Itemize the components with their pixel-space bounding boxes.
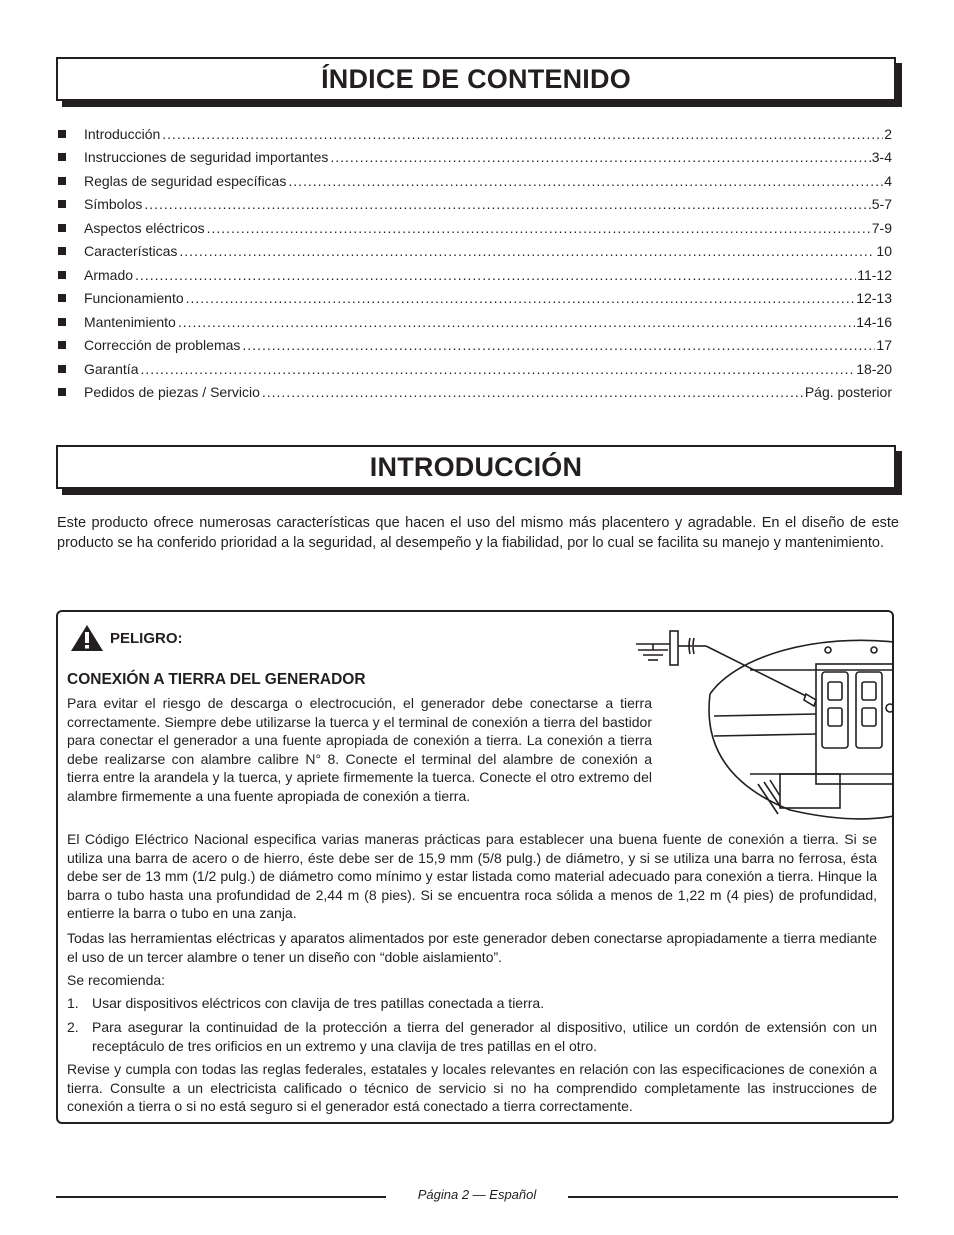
grounding-terminal-illustration: [630, 624, 894, 824]
toc-item-title: Funcionamiento: [84, 290, 184, 307]
toc-item-page: 18-20: [856, 360, 892, 377]
toc-item-page: 12-13: [856, 290, 892, 307]
danger-box: [56, 610, 894, 1124]
toc-row: [58, 287, 892, 311]
table-of-contents: [58, 122, 892, 404]
bullet-icon: [58, 153, 66, 161]
toc-item-page: 7-9: [871, 219, 892, 236]
toc-item-title: Reglas de seguridad específicas: [84, 172, 287, 189]
toc-dot-leader: [162, 126, 883, 142]
toc-row: [58, 381, 892, 405]
grounding-paragraph-4: Se recomienda:: [67, 972, 166, 988]
toc-item-page: 10: [876, 243, 892, 260]
list-item: [67, 1018, 877, 1055]
toc-item-title: Pedidos de piezas / Servicio: [84, 384, 260, 401]
toc-item-page: 14-16: [856, 313, 892, 330]
toc-row: [58, 310, 892, 334]
bullet-icon: [58, 341, 66, 349]
toc-dot-leader: [144, 196, 870, 212]
danger-label: [70, 624, 183, 652]
grounding-paragraph-2: El Código Eléctrico Nacional especifica varias maneras prácticas para establecer una buena fuente de conexión a tierra. Si se utiliza una barra de acero o de hierro, éste debe ser de 15,9 mm (5/8 pulg.) de diámetro, y si se utiliza una barra no ferrosa, ésta debe ser de 13 mm (1/2 pulg.) de diámetro como mínimo y estar listada como material adecuado para conexión a tierra. Hinque la barra o tubo hasta una profundidad de 2,44 m (8 pies). Si se encuentra roca sólida a menos de 1,22 m (4 pies) de profundidad, entierre la barra o tubo en una zanja.: [67, 831, 877, 922]
footer-page-label: Página 2 — Español: [417, 1187, 537, 1202]
bullet-icon: [58, 388, 66, 396]
toc-row: [58, 357, 892, 381]
grounding-subheading: CONEXIÓN A TIERRA DEL GENERADOR: [67, 671, 366, 688]
toc-dot-leader: [179, 243, 875, 259]
toc-item-title: Instrucciones de seguridad importantes: [84, 149, 329, 166]
list-number: 2.: [67, 1019, 79, 1035]
bullet-icon: [58, 224, 66, 232]
toc-item-page: 4: [884, 172, 892, 189]
toc-item-title: Mantenimiento: [84, 313, 176, 330]
bullet-icon: [58, 177, 66, 185]
toc-dot-leader: [186, 290, 856, 306]
toc-heading-text: ÍNDICE DE CONTENIDO: [321, 63, 631, 94]
toc-dot-leader: [288, 173, 883, 189]
toc-dot-leader: [330, 149, 870, 165]
intro-heading-text: INTRODUCCIÓN: [369, 451, 583, 482]
toc-dot-leader: [135, 267, 856, 283]
toc-row: [58, 169, 892, 193]
list-text: Para asegurar la continuidad de la protección a tierra del generador al dispositivo, utilice un cordón de extensión con un receptáculo de tres orificios en un extremo y una clavija de tres patillas en el otro.: [92, 1019, 877, 1054]
toc-item-page: 3-4: [871, 149, 892, 166]
list-number: 1.: [67, 995, 79, 1011]
bullet-icon: [58, 200, 66, 208]
list-text: Usar dispositivos eléctricos con clavija de tres patillas conectada a tierra.: [92, 995, 545, 1011]
toc-dot-leader: [262, 384, 804, 400]
toc-dot-leader: [178, 314, 855, 330]
toc-dot-leader: [140, 361, 855, 377]
list-item: [67, 994, 877, 1013]
grounding-paragraph-1: Para evitar el riesgo de descarga o electrocución, el generador debe conectarse a tierra correctamente. Siempre debe utilizarse la tuerca y el terminal de conexión a tierra del bastidor para conectar el generador a una fuente apropiada de conexión a tierra. La conexión a tierra debe realizarse con alambre calibre N° 8. Conecte el terminal del alambre de conexión a tierra entre la arandela y la tuerca, y apriete firmemente la tuerca. Conecte el otro extremo del alambre firmemente a una fuente apropiada de conexión a tierra.: [67, 695, 652, 804]
toc-item-title: Símbolos: [84, 196, 143, 213]
toc-item-page: Pág. posterior: [804, 384, 892, 401]
toc-row: [58, 334, 892, 358]
bullet-icon: [58, 294, 66, 302]
toc-item-title: Garantía: [84, 360, 139, 377]
bullet-icon: [58, 318, 66, 326]
toc-dot-leader: [242, 337, 875, 353]
footer-rule-right: [568, 1196, 898, 1198]
toc-item-title: Corrección de problemas: [84, 337, 241, 354]
bullet-icon: [58, 271, 66, 279]
danger-label-text: PELIGRO:: [110, 629, 183, 647]
bullet-icon: [58, 130, 66, 138]
toc-item-page: 2: [884, 125, 892, 142]
toc-row: [58, 216, 892, 240]
grounding-paragraph-5: Revise y cumpla con todas las reglas federales, estatales y locales relevantes en relación con las especificaciones de conexión a tierra. Consulte a un electricista calificado o técnico de servicio si no ha comprendido completamente las instrucciones de conexión a tierra o si no está seguro si el generador está conectado a tierra correctamente.: [67, 1061, 877, 1115]
warning-triangle-icon: [70, 624, 104, 652]
toc-item-title: Características: [84, 243, 178, 260]
toc-item-title: Armado: [84, 266, 134, 283]
grounding-paragraph-3: Todas las herramientas eléctricas y aparatos alimentados por este generador deben conectarse apropiadamente a tierra mediante el uso de un tercer alambre o tener un diseño con “doble aislamiento”.: [67, 930, 877, 965]
toc-row: [58, 122, 892, 146]
bullet-icon: [58, 365, 66, 373]
toc-item-page: 17: [876, 337, 892, 354]
bullet-icon: [58, 247, 66, 255]
toc-row: [58, 146, 892, 170]
intro-heading: [56, 445, 896, 489]
toc-item-page: 5-7: [871, 196, 892, 213]
toc-row: [58, 193, 892, 217]
toc-item-page: 11-12: [857, 266, 892, 283]
toc-item-title: Introducción: [84, 125, 161, 142]
toc-heading: [56, 57, 896, 101]
toc-row: [58, 263, 892, 287]
toc-row: [58, 240, 892, 264]
intro-paragraph: Este producto ofrece numerosas características que hacen el uso del mismo más placentero y agradable. En el diseño de este producto se ha conferido prioridad a la seguridad, al desempeño y la fiabilidad, por lo cual se facilita su manejo y mantenimiento.: [57, 515, 899, 551]
footer-rule-left: [56, 1196, 386, 1198]
toc-item-title: Aspectos eléctricos: [84, 219, 205, 236]
toc-dot-leader: [207, 220, 871, 236]
